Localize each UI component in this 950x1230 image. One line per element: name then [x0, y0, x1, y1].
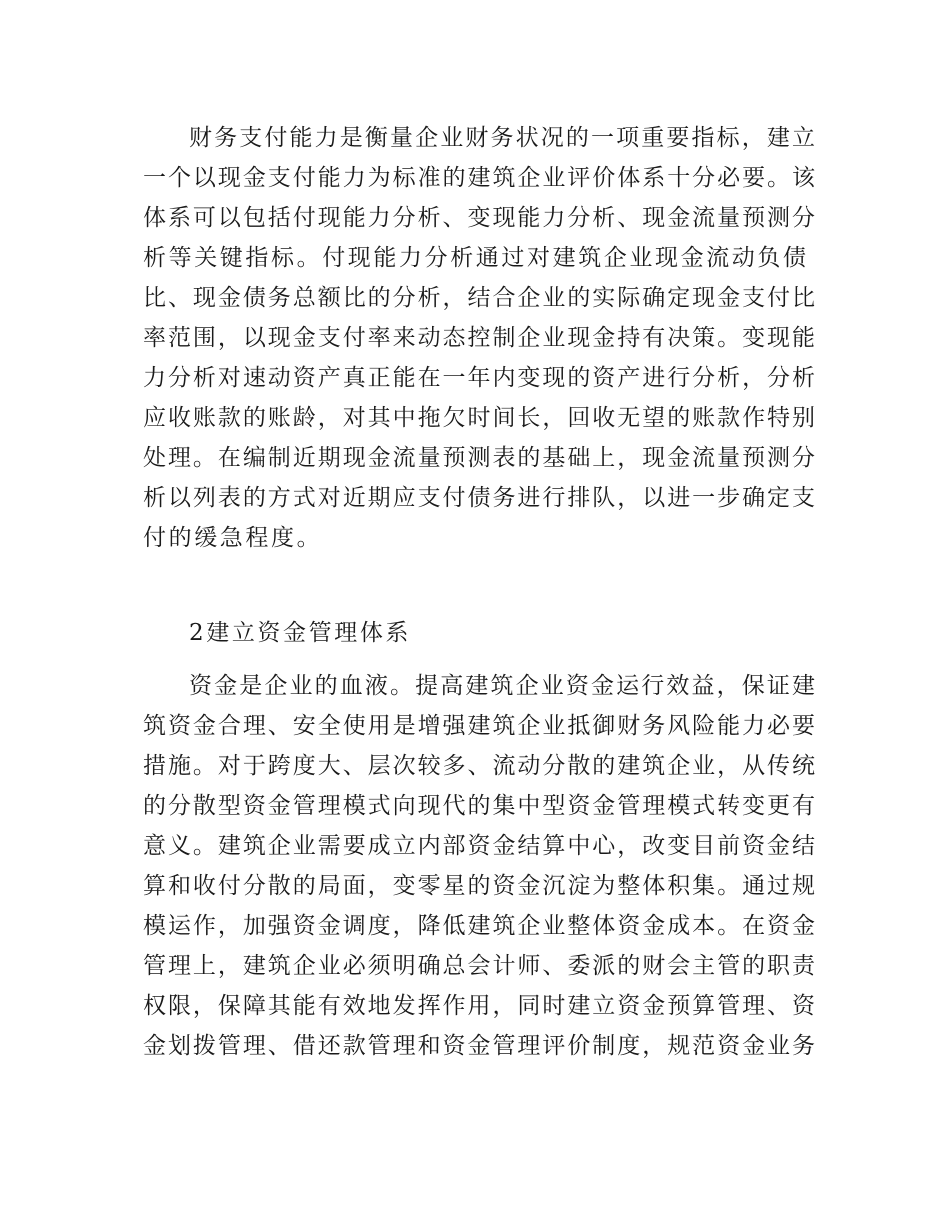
- paragraph-line: 率范围，以现金支付率来动态控制企业现金持有决策。变现能: [143, 325, 815, 351]
- paragraph-line: 管理上，建筑企业必须明确总会计师、委派的财会主管的职责: [143, 953, 815, 979]
- paragraph-line: 付的缓急程度。: [143, 525, 323, 551]
- paragraph-line: 财务支付能力是衡量企业财务状况的一项重要指标，建立: [189, 125, 815, 151]
- paragraph-line: 析以列表的方式对近期应支付债务进行排队，以进一步确定支: [143, 485, 815, 511]
- paragraph-line: 处理。在编制近期现金流量预测表的基础上，现金流量预测分: [143, 445, 815, 471]
- paragraph-line: 金划拨管理、借还款管理和资金管理评价制度，规范资金业务: [143, 1033, 815, 1059]
- paragraph-line: 意义。建筑企业需要成立内部资金结算中心，改变目前资金结: [143, 833, 815, 859]
- paragraph-line: 的分散型资金管理模式向现代的集中型资金管理模式转变更有: [143, 793, 815, 819]
- paragraph-line: 筑资金合理、安全使用是增强建筑企业抵御财务风险能力必要: [143, 713, 815, 739]
- paragraph-line: 权限，保障其能有效地发挥作用，同时建立资金预算管理、资: [143, 993, 815, 1019]
- section-heading: 2建立资金管理体系: [189, 620, 412, 646]
- paragraph-line: 应收账款的账龄，对其中拖欠时间长，回收无望的账款作特别: [143, 405, 815, 431]
- paragraph-line: 力分析对速动资产真正能在一年内变现的资产进行分析，分析: [143, 365, 815, 391]
- paragraph-line: 体系可以包括付现能力分析、变现能力分析、现金流量预测分: [143, 205, 815, 231]
- paragraph-line: 算和收付分散的局面，变零星的资金沉淀为整体积集。通过规: [143, 873, 815, 899]
- paragraph-line: 析等关键指标。付现能力分析通过对建筑企业现金流动负债: [143, 245, 809, 271]
- paragraph-line: 资金是企业的血液。提高建筑企业资金运行效益，保证建: [189, 673, 815, 699]
- paragraph-line: 比、现金债务总额比的分析，结合企业的实际确定现金支付比: [143, 285, 815, 311]
- paragraph-line: 一个以现金支付能力为标准的建筑企业评价体系十分必要。该: [143, 165, 815, 191]
- paragraph-line: 模运作，加强资金调度，降低建筑企业整体资金成本。在资金: [143, 913, 815, 939]
- paragraph-line: 措施。对于跨度大、层次较多、流动分散的建筑企业，从传统: [143, 753, 815, 779]
